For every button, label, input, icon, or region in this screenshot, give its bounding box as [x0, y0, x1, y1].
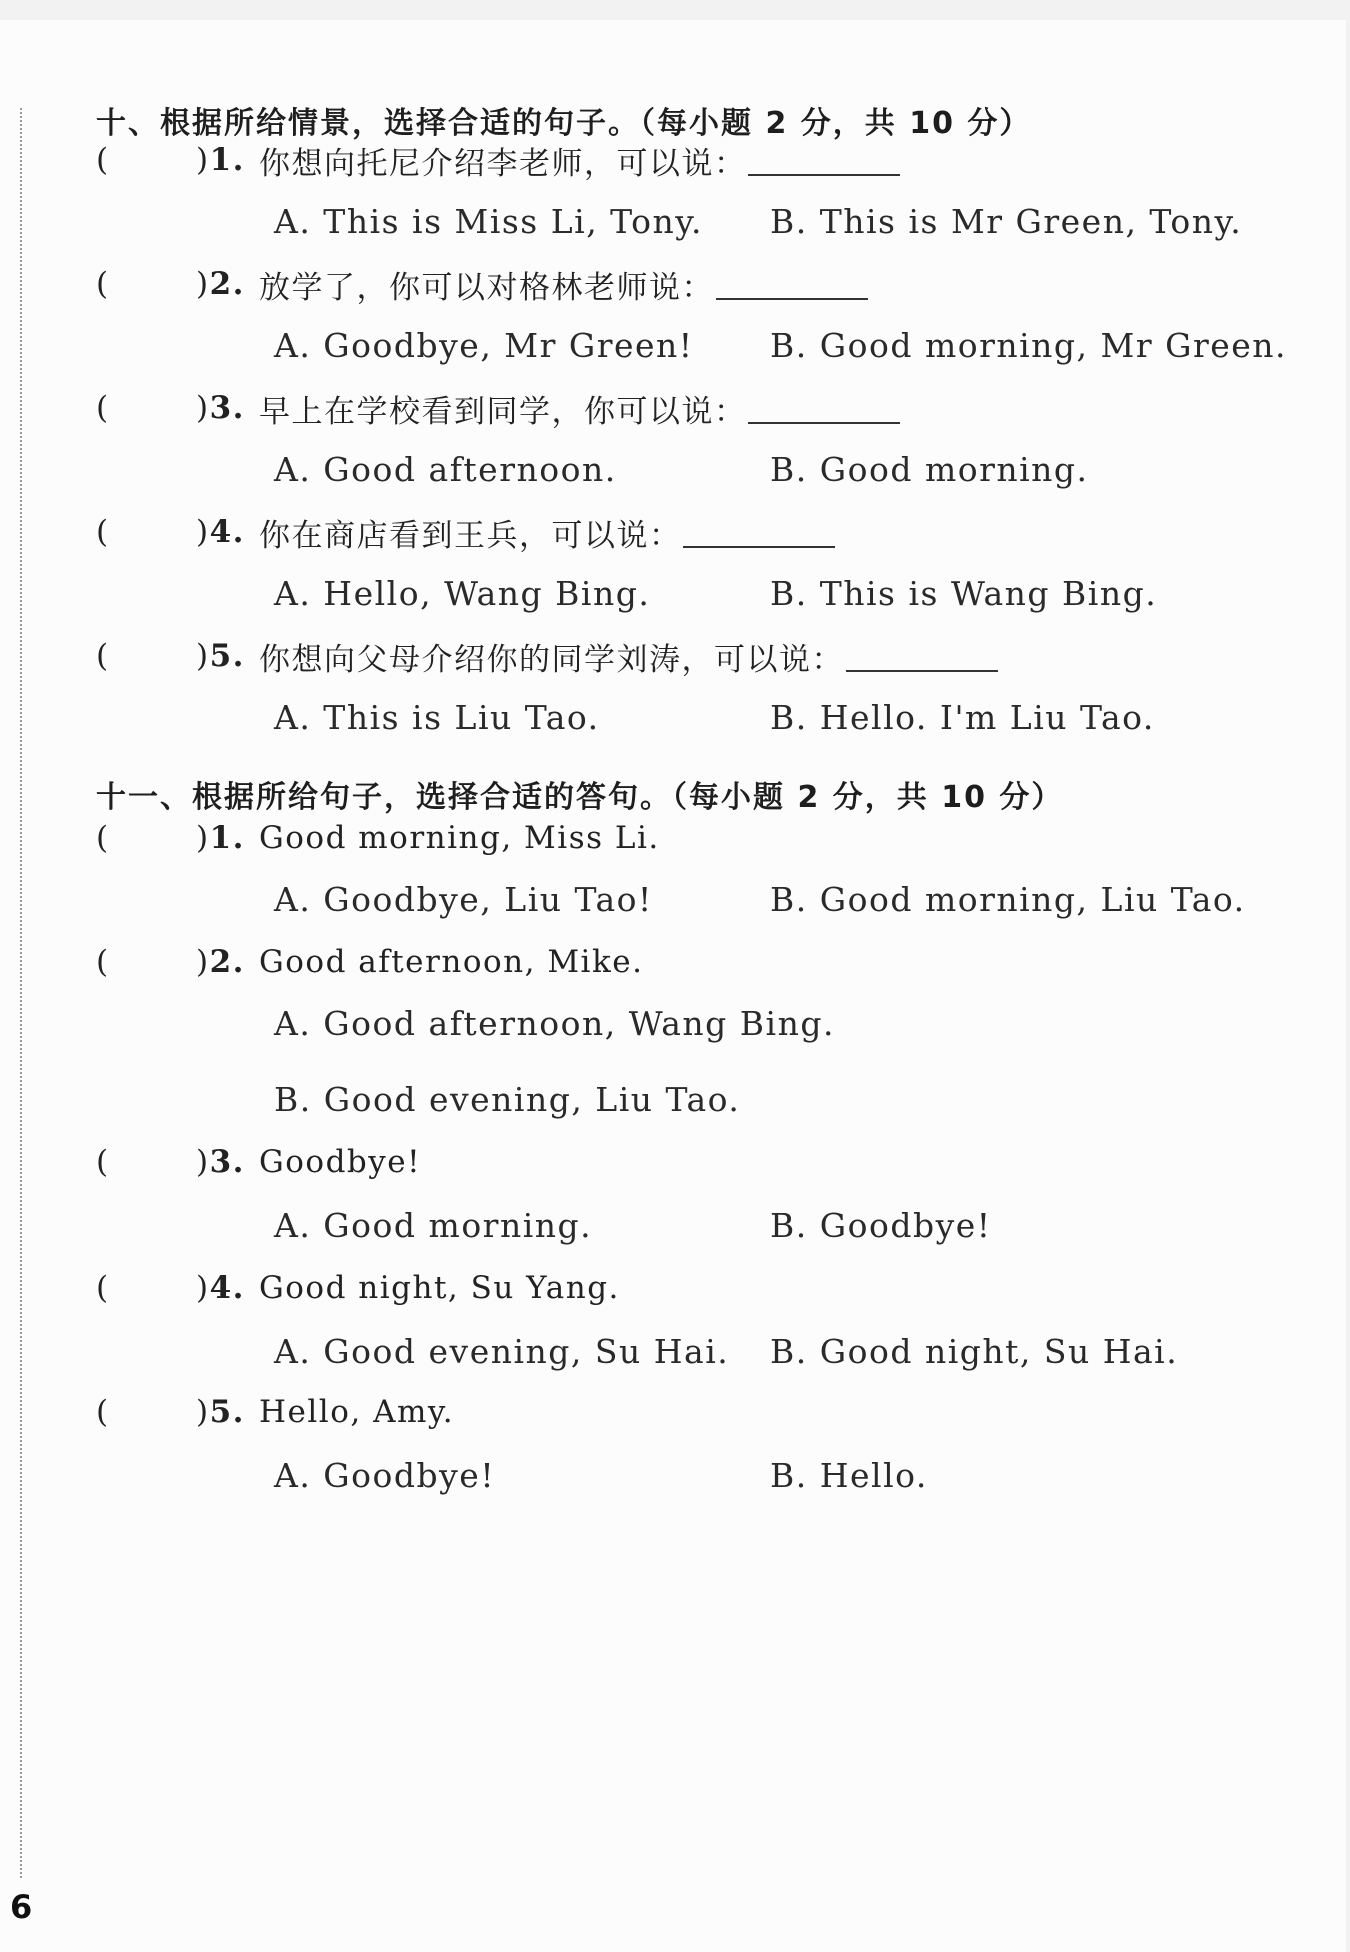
answer-paren-open[interactable]: (	[96, 142, 110, 178]
s11-q3-option-b: B. Goodbye!	[770, 1206, 992, 1245]
answer-paren-close: )	[196, 944, 210, 980]
question-prompt: 早上在学校看到同学，你可以说：	[258, 393, 747, 430]
s10-question-1	[96, 138, 900, 182]
s11-q1-option-a: A. Goodbye, Liu Tao!	[274, 880, 653, 919]
s10-q1-option-a: A. This is Miss Li, Tony.	[274, 202, 704, 241]
answer-paren-close: )	[196, 638, 210, 674]
s10-question-2	[96, 262, 868, 306]
page-number: 6	[10, 1888, 33, 1926]
s11-q4-option-b: B. Good night, Su Hai.	[770, 1332, 1179, 1371]
s10-q3-option-a: A. Good afternoon.	[274, 450, 617, 489]
question-number: 1.	[209, 820, 245, 856]
s10-q5-option-a: A. This is Liu Tao.	[274, 698, 600, 737]
s10-question-3	[96, 386, 900, 430]
answer-paren-open[interactable]: (	[96, 820, 110, 856]
answer-paren-close: )	[196, 1144, 210, 1180]
answer-paren-open[interactable]: (	[96, 1394, 110, 1430]
answer-paren-close: )	[196, 390, 210, 426]
answer-blank[interactable]	[846, 640, 998, 672]
question-number: 5.	[209, 638, 245, 674]
answer-paren-open[interactable]: (	[96, 944, 110, 980]
s10-question-5	[96, 634, 998, 678]
s10-q4-option-a: A. Hello, Wang Bing.	[274, 574, 651, 613]
answer-paren-close: )	[196, 266, 210, 302]
s11-q2-option-a: A. Good afternoon, Wang Bing.	[274, 1004, 835, 1043]
question-prompt: 你在商店看到王兵，可以说：	[258, 517, 682, 554]
question-number: 3.	[209, 1144, 245, 1180]
question-number: 1.	[209, 142, 245, 178]
question-number: 5.	[209, 1394, 245, 1430]
question-number: 2.	[209, 944, 245, 980]
question-prompt: Good afternoon, Mike.	[258, 944, 644, 980]
s11-question-4	[96, 1266, 620, 1310]
answer-paren-close: )	[196, 1270, 210, 1306]
question-number: 4.	[209, 1270, 245, 1306]
s10-q1-option-b: B. This is Mr Green, Tony.	[770, 202, 1243, 241]
answer-paren-close: )	[196, 820, 210, 856]
s11-question-1	[96, 816, 660, 860]
answer-blank[interactable]	[748, 392, 900, 424]
answer-paren-close: )	[196, 514, 210, 550]
question-prompt: Good night, Su Yang.	[258, 1270, 620, 1306]
question-prompt: Goodbye!	[258, 1144, 422, 1180]
s10-q3-option-b: B. Good morning.	[770, 450, 1089, 489]
s10-question-4	[96, 510, 835, 554]
question-prompt: 你想向父母介绍你的同学刘涛，可以说：	[258, 641, 844, 678]
section-11-heading: 十一、根据所给句子，选择合适的答句。（每小题 2 分，共 10 分）	[96, 780, 1064, 815]
binding-margin-line	[20, 108, 22, 1878]
answer-blank[interactable]	[748, 144, 900, 176]
answer-paren-close: )	[196, 1394, 210, 1430]
s11-q5-option-a: A. Goodbye!	[274, 1456, 496, 1495]
answer-paren-open[interactable]: (	[96, 1270, 110, 1306]
s11-q2-option-b: B. Good evening, Liu Tao.	[274, 1080, 741, 1119]
answer-blank[interactable]	[683, 516, 835, 548]
s11-q5-option-b: B. Hello.	[770, 1456, 928, 1495]
question-prompt: Good morning, Miss Li.	[258, 820, 660, 856]
s10-q2-option-a: A. Goodbye, Mr Green!	[274, 326, 694, 365]
question-number: 2.	[209, 266, 245, 302]
question-number: 4.	[209, 514, 245, 550]
s11-q3-option-a: A. Good morning.	[274, 1206, 593, 1245]
s11-question-3	[96, 1140, 421, 1184]
s10-q4-option-b: B. This is Wang Bing.	[770, 574, 1158, 613]
answer-paren-open[interactable]: (	[96, 514, 110, 550]
answer-paren-open[interactable]: (	[96, 1144, 110, 1180]
s10-q2-option-b: B. Good morning, Mr Green.	[770, 326, 1288, 365]
s10-q5-option-b: B. Hello. I'm Liu Tao.	[770, 698, 1155, 737]
s11-q1-option-b: B. Good morning, Liu Tao.	[770, 880, 1246, 919]
answer-paren-close: )	[196, 142, 210, 178]
question-prompt: 你想向托尼介绍李老师，可以说：	[258, 145, 747, 182]
s11-question-2	[96, 940, 643, 984]
question-prompt: Hello, Amy.	[258, 1394, 455, 1430]
answer-paren-open[interactable]: (	[96, 266, 110, 302]
answer-paren-open[interactable]: (	[96, 390, 110, 426]
s11-q4-option-a: A. Good evening, Su Hai.	[274, 1332, 730, 1371]
answer-blank[interactable]	[716, 268, 868, 300]
answer-paren-open[interactable]: (	[96, 638, 110, 674]
worksheet-page	[0, 20, 1346, 1952]
question-prompt: 放学了，你可以对格林老师说：	[258, 269, 714, 306]
section-10-heading: 十、根据所给情景，选择合适的句子。（每小题 2 分，共 10 分）	[96, 106, 1032, 141]
question-number: 3.	[209, 390, 245, 426]
s11-question-5	[96, 1390, 454, 1434]
